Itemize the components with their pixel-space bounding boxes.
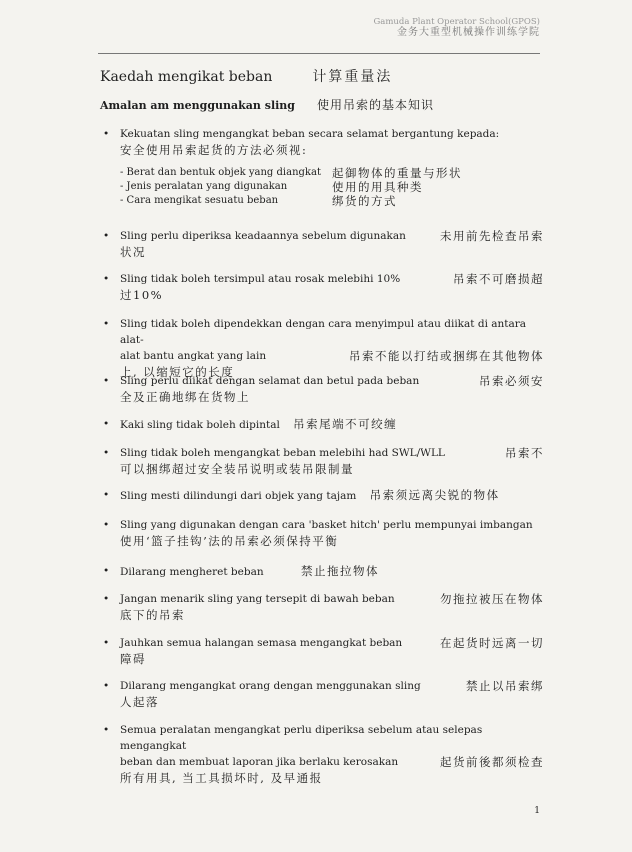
item-chinese-cont: 上, 以缩短它的长度 xyxy=(120,365,235,379)
sub-list xyxy=(120,166,544,208)
sub-item-malay: - Jenis peralatan yang digunakan xyxy=(120,181,288,192)
sub-list-item xyxy=(120,166,544,180)
item-malay: Dilarang mengangkat orang dengan menggunakan sling xyxy=(120,680,421,692)
bullet-icon: • xyxy=(103,447,110,459)
title-malay: Kaedah mengikat beban xyxy=(100,69,273,85)
item-malay: Semua peralatan mengangkat perlu diperiksa sebelum atau selepas mengangkat xyxy=(120,724,483,752)
list-item xyxy=(103,373,544,405)
item-chinese: 吊索须远离尖锐的物体 xyxy=(369,488,500,502)
item-chinese-cont: 所有用具, 当工具损坏时, 及早通报 xyxy=(120,771,323,785)
sub-list-item xyxy=(120,194,544,208)
bullet-icon: • xyxy=(103,680,110,692)
item-malay: Kekuatan sling mengangkat beban secara selamat bergantung kepada: xyxy=(120,128,500,140)
item-chinese-cont: 过10% xyxy=(120,288,164,302)
item-chinese: 吊索不 xyxy=(505,446,544,460)
bullet-icon: • xyxy=(103,724,110,736)
list-item xyxy=(103,517,544,549)
item-chinese-cont: 底下的吊索 xyxy=(120,608,185,622)
item-malay: Jangan menarik sling yang tersepit di bawah beban xyxy=(120,593,395,605)
list-item xyxy=(103,722,544,786)
item-chinese: 吊索必须安 xyxy=(479,374,544,388)
item-malay: Sling perlu diperiksa keadaannya sebelum digunakan xyxy=(120,230,406,242)
item-malay: Jauhkan semua halangan semasa mengangkat beban xyxy=(120,637,403,649)
section-heading xyxy=(100,96,434,113)
item-malay: Sling tidak boleh tersimpul atau rosak melebihi 10% xyxy=(120,273,401,285)
item-chinese: 吊索尾端不可绞缠 xyxy=(293,417,398,431)
item-chinese: 吊索不能以打结或捆绑在其他物体 xyxy=(349,349,544,363)
sub-item-chinese: 绑货的方式 xyxy=(332,194,397,208)
list-item xyxy=(103,678,544,710)
list-item xyxy=(103,126,544,208)
list-item xyxy=(103,416,544,433)
list-item xyxy=(103,591,544,623)
item-malay: Sling perlu diikat dengan selamat dan betul pada beban xyxy=(120,375,420,387)
item-malay: Sling yang digunakan dengan cara 'basket hitch' perlu mempunyai imbangan xyxy=(120,519,533,531)
page-title xyxy=(100,66,392,86)
school-header xyxy=(373,18,540,38)
item-chinese: 使用‘篮子挂钩’法的吊索必须保持平衡 xyxy=(120,534,339,548)
sub-list-item xyxy=(120,180,544,194)
item-chinese: 吊索不可磨损超 xyxy=(453,272,544,286)
list-item xyxy=(103,271,544,303)
sub-item-chinese: 使用的用具种类 xyxy=(332,180,423,194)
item-chinese: 未用前先检查吊索 xyxy=(440,229,544,243)
item-chinese-cont: 障碍 xyxy=(120,652,146,666)
title-chinese: 计算重量法 xyxy=(312,69,393,85)
list-item xyxy=(103,635,544,667)
bullet-icon: • xyxy=(103,128,110,140)
item-chinese: 勿拖拉被压在物体 xyxy=(440,592,544,606)
heading-malay: Amalan am menggunakan sling xyxy=(100,99,295,112)
list-item xyxy=(103,316,544,380)
bullet-icon: • xyxy=(103,375,110,387)
bullet-icon: • xyxy=(103,273,110,285)
item-chinese-cont: 人起落 xyxy=(120,695,159,709)
list-item xyxy=(103,228,544,260)
bullet-icon: • xyxy=(103,318,110,330)
item-chinese: 禁止以吊索绑 xyxy=(466,679,544,693)
bullet-icon: • xyxy=(103,593,110,605)
page-number: 1 xyxy=(534,806,540,816)
heading-chinese: 使用吊索的基本知识 xyxy=(317,98,435,112)
list-item xyxy=(103,487,544,504)
item-chinese-cont: 状况 xyxy=(120,245,146,259)
bullet-icon: • xyxy=(103,418,110,430)
bullet-icon: • xyxy=(103,519,110,531)
item-malay: Kaki sling tidak boleh dipintal xyxy=(120,419,280,431)
sub-item-chinese: 起御物体的重量与形状 xyxy=(332,166,462,180)
item-chinese-cont: 全及正确地绑在货物上 xyxy=(120,390,250,404)
sub-item-malay: - Berat dan bentuk objek yang diangkat xyxy=(120,167,321,178)
item-malay-cont: beban dan membuat laporan jika berlaku kerosakan xyxy=(120,756,399,768)
item-malay: Sling tidak boleh dipendekkan dengan cara menyimpul atau diikat di antara alat- xyxy=(120,318,527,346)
item-chinese: 禁止拖拉物体 xyxy=(300,564,379,578)
bullet-icon: • xyxy=(103,230,110,242)
header-divider xyxy=(98,53,540,54)
sub-item-malay: - Cara mengikat sesuatu beban xyxy=(120,195,279,206)
item-malay: Dilarang mengheret beban xyxy=(120,566,264,578)
school-name-en: Gamuda Plant Operator School(GPOS) xyxy=(373,17,540,27)
bullet-icon: • xyxy=(103,565,110,577)
bullet-icon: • xyxy=(103,489,110,501)
item-chinese: 起货前後都须检查 xyxy=(440,755,544,769)
item-malay: Sling mesti dilindungi dari objek yang tajam xyxy=(120,490,357,502)
bullet-icon: • xyxy=(103,637,110,649)
item-chinese: 在起货时远离一切 xyxy=(440,636,544,650)
list-item xyxy=(103,563,544,580)
item-chinese: 安全使用吊索起货的方法必须视: xyxy=(120,143,308,157)
list-item xyxy=(103,445,544,477)
item-chinese-cont: 可以捆绑超过安全装吊说明或装吊限制量 xyxy=(120,462,354,476)
school-name-zh: 金务大重型机械操作训练学院 xyxy=(397,27,540,39)
item-malay: Sling tidak boleh mengangkat beban melebihi had SWL/WLL xyxy=(120,447,445,459)
item-malay-cont: alat bantu angkat yang lain xyxy=(120,350,267,362)
